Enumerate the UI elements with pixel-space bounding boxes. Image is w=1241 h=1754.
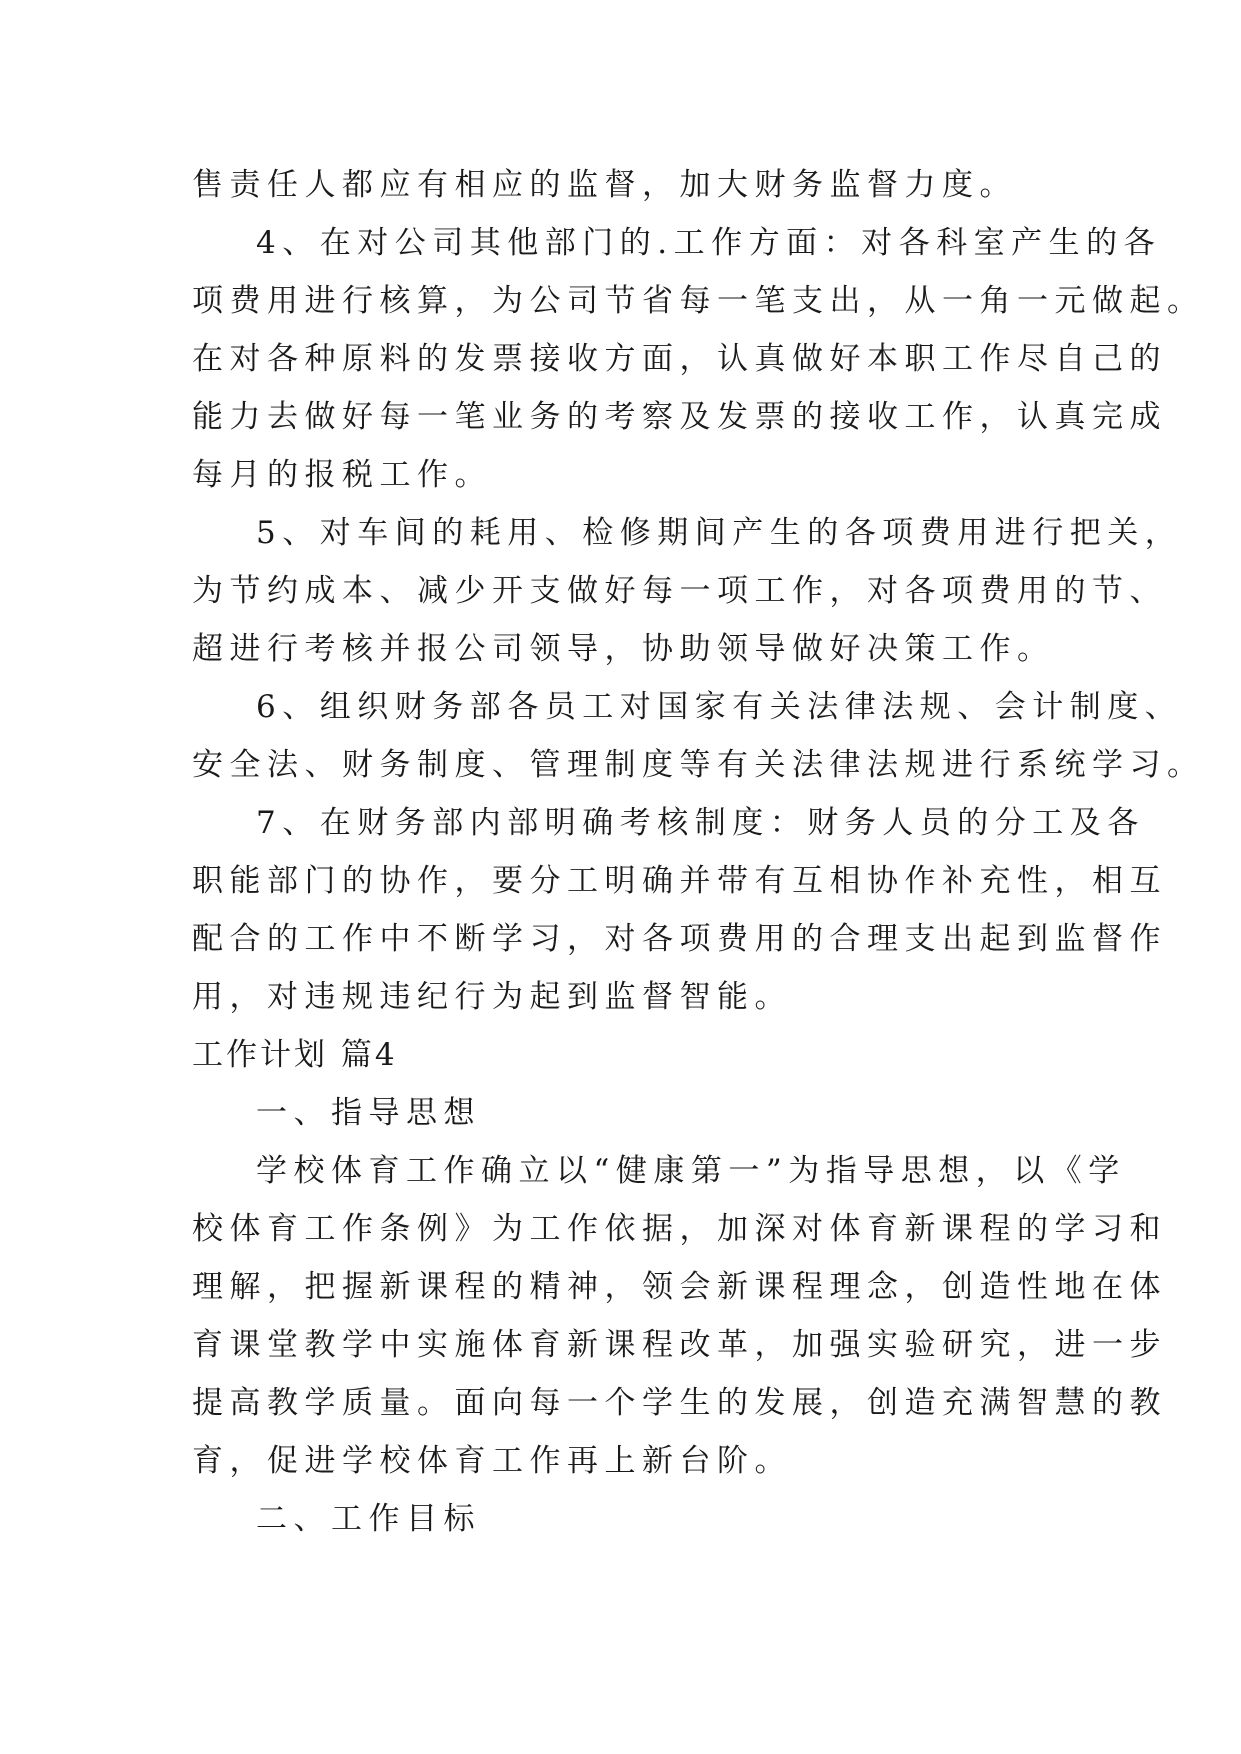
paragraph-item-4: 4、在对公司其他部门的.工作方面：对各科室产生的各 xyxy=(256,225,1162,261)
paragraph-item-7: 7、在财务部内部明确考核制度：财务人员的分工及各 xyxy=(256,805,1145,841)
paragraph-item-5: 5、对车间的耗用、检修期间产生的各项费用进行把关， xyxy=(256,515,1183,551)
text-line: 安全法、财务制度、管理制度等有关法律法规进行系统学习。 xyxy=(192,747,1205,783)
text-line: 学校体育工作确立以“健康第一”为指导思想，以《学 xyxy=(256,1153,1126,1189)
text-line: 项费用进行核算，为公司节省每一笔支出，从一角一元做起。 xyxy=(192,283,1205,319)
text-line: 理解，把握新课程的精神，领会新课程理念，创造性地在体 xyxy=(192,1269,1167,1305)
subsection-heading: 二、工作目标 xyxy=(256,1501,481,1537)
text-line: 能力去做好每一笔业务的考察及发票的接收工作，认真完成 xyxy=(192,399,1167,435)
paragraph-item-6: 6、组织财务部各员工对国家有关法律法规、会计制度、 xyxy=(256,689,1183,725)
document-page xyxy=(192,156,1205,1548)
text-line: 职能部门的协作，要分工明确并带有互相协作补充性，相互 xyxy=(192,863,1167,899)
text-line: 为节约成本、减少开支做好每一项工作，对各项费用的节、 xyxy=(192,573,1167,609)
section-heading: 工作计划 篇4 xyxy=(192,1037,398,1073)
text-line: 每月的报税工作。 xyxy=(192,457,492,493)
text-line: 校体育工作条例》为工作依据，加深对体育新课程的学习和 xyxy=(192,1211,1167,1247)
text-line: 超进行考核并报公司领导，协助领导做好决策工作。 xyxy=(192,631,1055,667)
text-line: 育课堂教学中实施体育新课程改革，加强实验研究，进一步 xyxy=(192,1327,1167,1363)
text-line: 用，对违规违纪行为起到监督智能。 xyxy=(192,979,792,1015)
text-line: 配合的工作中不断学习，对各项费用的合理支出起到监督作 xyxy=(192,921,1167,957)
text-line: 在对各种原料的发票接收方面，认真做好本职工作尽自己的 xyxy=(192,341,1167,377)
text-line: 提高教学质量。面向每一个学生的发展，创造充满智慧的教 xyxy=(192,1385,1167,1421)
text-line: 售责任人都应有相应的监督，加大财务监督力度。 xyxy=(192,167,1017,203)
subsection-heading: 一、指导思想 xyxy=(256,1095,481,1131)
text-line: 育，促进学校体育工作再上新台阶。 xyxy=(192,1443,792,1479)
